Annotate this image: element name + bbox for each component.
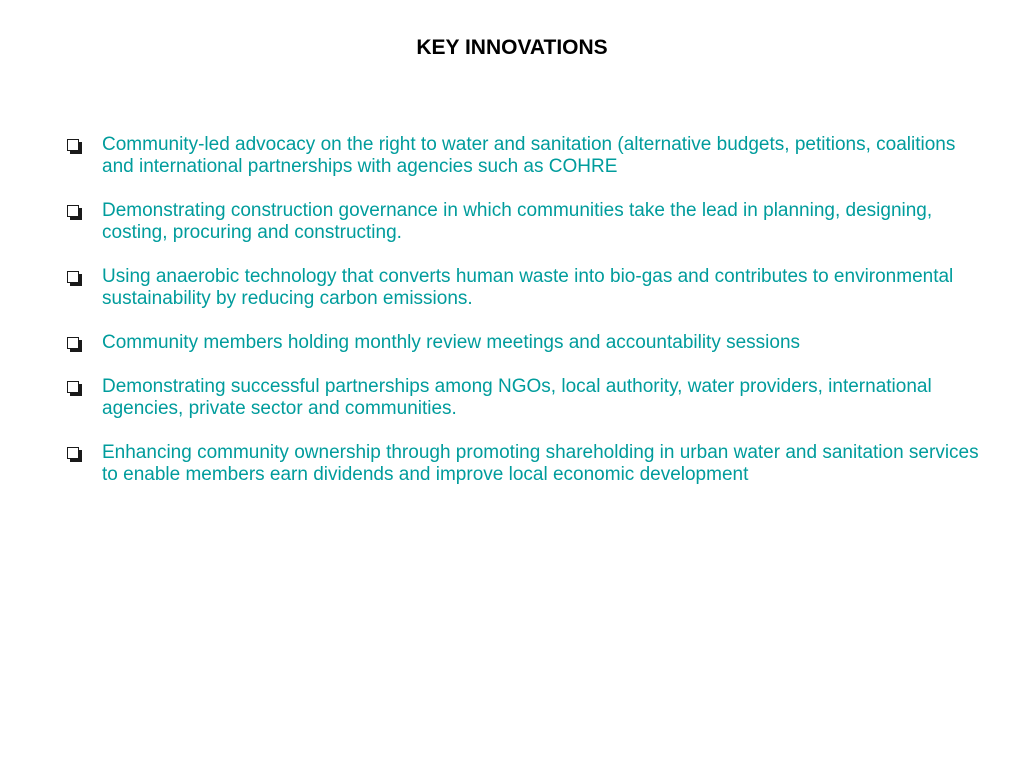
bullet-item-2 [64, 200, 984, 244]
bullet-text-5: Demonstrating successful partnerships among NGOs, local authority, water providers, international agencies, private sector and communities. [102, 376, 932, 419]
checkbox-bullet-icon [67, 381, 79, 393]
bullet-item-5 [64, 376, 984, 420]
bullet-text-2: Demonstrating construction governance in which communities take the lead in planning, designing, costing, procuring and constructing. [102, 200, 933, 243]
checkbox-bullet-icon [67, 139, 79, 151]
checkbox-bullet-icon [67, 337, 79, 349]
bullet-text-4: Community members holding monthly review meetings and accountability sessions [102, 332, 801, 353]
checkbox-bullet-icon [67, 447, 79, 459]
bullet-text-6: Enhancing community ownership through promoting shareholding in urban water and sanitation services to enable members earn dividends and improve local economic development [102, 442, 979, 485]
checkbox-bullet-icon [67, 271, 79, 283]
bullet-text-1: Community-led advocacy on the right to water and sanitation (alternative budgets, petitions, coalitions and international partnerships with agencies such as COHRE [102, 134, 956, 177]
bullet-list [64, 134, 984, 508]
bullet-text-3: Using anaerobic technology that converts human waste into bio-gas and contributes to environmental sustainability by reducing carbon emissions. [102, 266, 954, 309]
slide-title: KEY INNOVATIONS [416, 36, 608, 59]
bullet-item-6 [64, 442, 984, 486]
bullet-item-1 [64, 134, 984, 178]
bullet-item-3 [64, 266, 984, 310]
bullet-item-4 [64, 332, 984, 354]
checkbox-bullet-icon [67, 205, 79, 217]
